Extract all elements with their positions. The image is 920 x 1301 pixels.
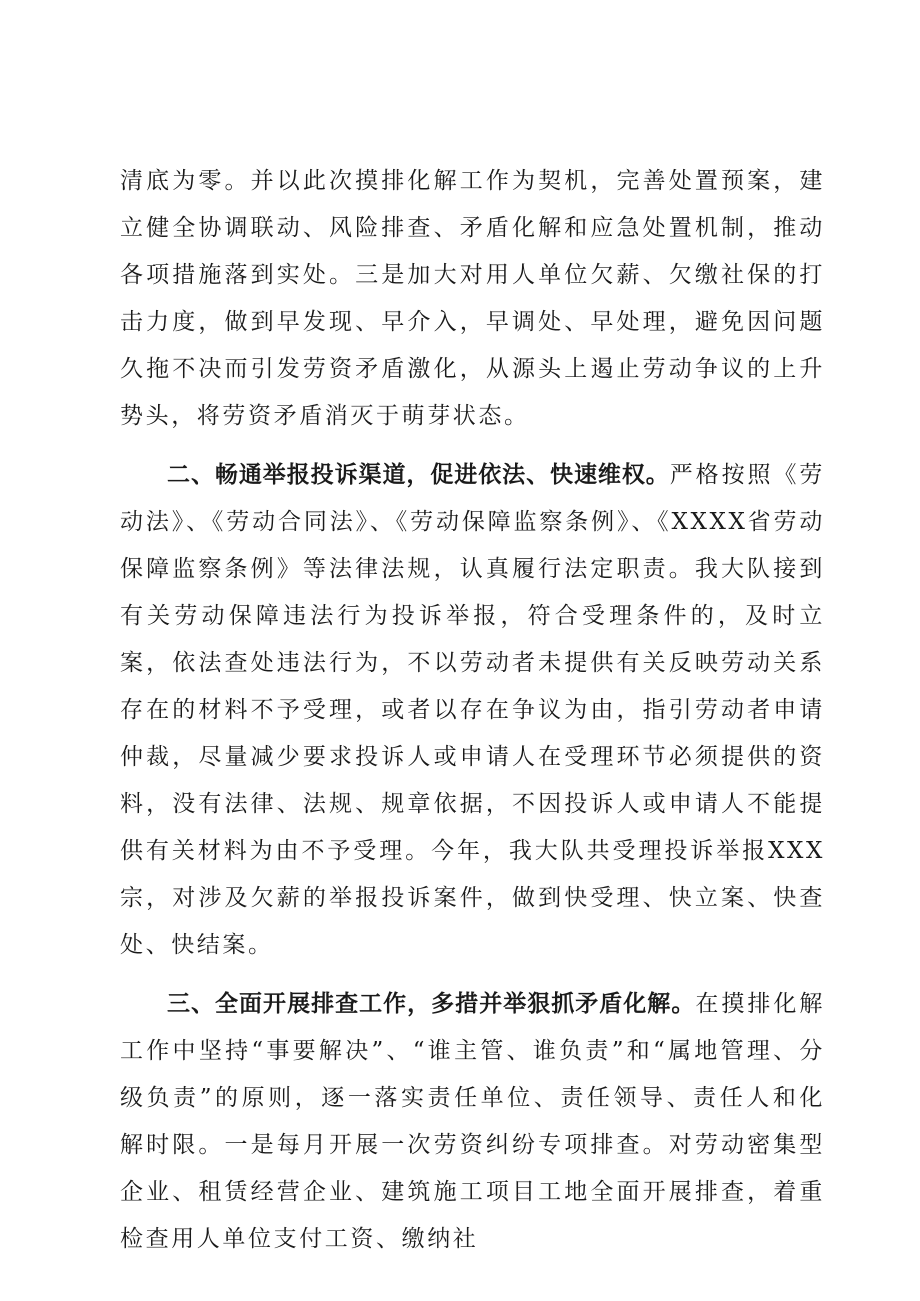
paragraph-section-three <box>120 981 825 1263</box>
paragraph-text: 在摸排化解工作中坚持“事要解决”、“谁主管、谁负责”和“属地管理、分级负责”的原则，逐一落实责任单位、责任领导、责任人和化解时限。一是每月开展一次劳资纠纷专项排查。对劳动密集型企业、租赁经营企业、建筑施工项目工地全面开展排查，着重检查用人单位支付工资、缴纳社 <box>120 991 826 1252</box>
paragraph-section-two <box>120 452 825 969</box>
document-body <box>120 158 825 1275</box>
paragraph-text: 严格按照《劳动法》、《劳动合同法》、《劳动保障监察条例》、《XXXX省劳动保障监察条例》等法律法规，认真履行法定职责。我大队接到有关劳动保障违法行为投诉举报，符合受理条件的，及时立案，依法查处违法行为，不以劳动者未提供有关反映劳动关系存在的材料不予受理，或者以存在争议为由，指引劳动者申请仲裁，尽量减少要求投诉人或申请人在受理环节必须提供的资料，没有法律、法规、规章依据，不因投诉人或申请人不能提供有关材料为由不予受理。今年，我大队共受理投诉举报XXX宗，对涉及欠薪的举报投诉案件，做到快受理、快立案、快查处、快结案。 <box>120 462 825 958</box>
paragraph-text: 清底为零。并以此次摸排化解工作为契机，完善处置预案，建立健全协调联动、风险排查、矛盾化解和应急处置机制，推动各项措施落到实处。三是加大对用人单位欠薪、欠缴社保的打击力度，做到早发现、早介入，早调处、早处理，避免因问题久拖不决而引发劳资矛盾激化，从源头上遏止劳动争议的上升势头，将劳资矛盾消灭于萌芽状态。 <box>120 168 825 429</box>
section-heading: 二、畅通举报投诉渠道，促进依法、快速维权。 <box>167 462 670 488</box>
paragraph-continuation <box>120 158 825 440</box>
section-heading: 三、全面开展排查工作，多措并举狠抓矛盾化解。 <box>167 991 696 1017</box>
